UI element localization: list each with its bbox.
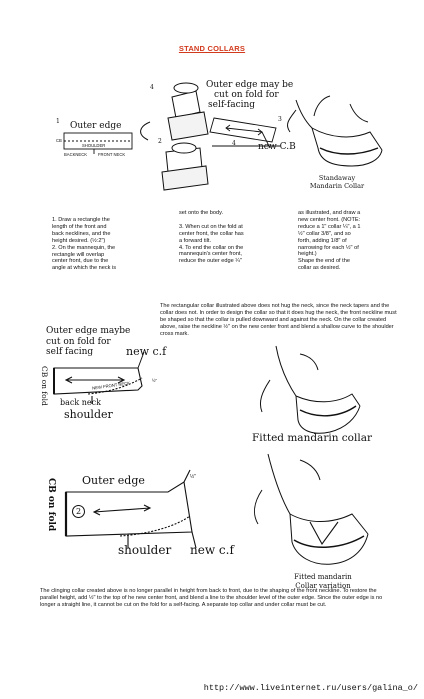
fig3-shoulder: shoulder xyxy=(118,543,172,557)
fig1-fold-note-line1: Outer edge may be xyxy=(206,80,294,90)
fig3-cb-on-fold: CB on fold xyxy=(46,478,56,532)
source-url: http://www.liveinternet.ru/users/galina_o/ xyxy=(203,683,418,693)
fig1-outer-edge: Outer edge xyxy=(70,121,122,131)
caption3-line1: Fitted mandarin xyxy=(294,573,352,581)
steps-column-1: 1. Draw a rectangle the length of the front and back necklines, and the height desired. (½:2") 2. On the mannequin, the rectangle will overlap center front, due to the angle at which the neck is xyxy=(52,217,117,272)
fig1-frontneck: FRONT NECK xyxy=(98,152,126,157)
paragraph-1: The rectangular collar illustrated above does not hug the neck, since the neck tapers and the collar does not. In order to design the collar so that it does hug the neck, the front neckline must be shaped so that the collar is pulled downward and against the neck. On the collar created above, raise the neckline ½" on the new center front and blend a shallow curve to the shoulder cross mark. xyxy=(160,303,397,337)
fig1-number-1: 1 xyxy=(56,118,60,125)
fig1-new-cb: new C.B xyxy=(258,142,296,152)
figure1-mannequins xyxy=(141,83,208,190)
page-title: STAND COLLARS xyxy=(178,44,246,53)
fig1-cb-label: CB xyxy=(56,138,62,143)
fig1-fold-note xyxy=(206,80,293,110)
fig1-fold-note-line2: cut on fold for xyxy=(214,90,279,100)
steps-column-3: as illustrated, and draw a new center front. (NOTE: reduce a 1" collar ¼", a 1 ½" collar 3/8", and so forth, adding 1/8" of narrowing for each ½" of height.) Shape the end of the collar as desired. xyxy=(298,210,361,272)
fig1-caption-line1: Standaway xyxy=(318,174,356,182)
fig2-note-line3: self facing xyxy=(46,347,94,357)
fig1-caption-line2: Mandarin Collar xyxy=(309,182,365,190)
fig2-note-line1: Outer edge maybe xyxy=(46,326,131,336)
fig2-half-inch: ½" xyxy=(152,378,157,383)
fig3-number-2: 2 xyxy=(72,505,85,518)
fig2-shoulder: shoulder xyxy=(64,408,113,421)
fig2-new-front-neck: NEW FRONT NECK xyxy=(91,380,131,391)
fig1-number-3: 3 xyxy=(278,116,282,123)
figure2-pattern xyxy=(54,352,144,404)
fig1-fold-note-line3: self-facing xyxy=(208,100,256,110)
fig3-new-cf: new c.f xyxy=(190,543,234,557)
figure1-neck-drawing xyxy=(288,96,382,166)
caption3-line2: Collar variation xyxy=(295,582,351,590)
caption-fitted-mandarin: Fitted mandarin collar xyxy=(252,432,372,444)
fig2-cb-on-fold: CB on fold xyxy=(40,366,49,406)
fig1-number-4b: 4 xyxy=(232,140,236,147)
fig1-backneck: BACKNECK xyxy=(64,152,88,157)
fig1-number-4a: 4 xyxy=(150,84,154,91)
fig1-caption xyxy=(296,174,378,190)
fig2-fold-note xyxy=(46,326,130,358)
fig1-shoulder: SHOULDER xyxy=(82,143,106,148)
fig1-number-2: 2 xyxy=(158,138,162,145)
figure3-neck-drawing xyxy=(255,454,368,564)
fig2-back-neck: back neck xyxy=(60,398,101,407)
fig3-outer-edge: Outer edge xyxy=(82,474,145,487)
steps-column-2: set onto the body. 3. When cut on the fold at center front, the collar has a forward tilt. 4. To end the collar on the mannequin's center front, reduce the outer edge ¼" xyxy=(179,210,244,265)
figure2-neck-drawing xyxy=(260,346,360,433)
paragraph-2: The clinging collar created above is no longer parallel in height from back to front, due to the shaping of the front neckline. To restore the parallel height, add ½" to the top of he new center front, and blend a line to the shoulder level of the outer edge. Since the outer edge is no longer a straight line, it cannot be cut on the fold for a self-facing. A separate top collar and under collar must be cut. xyxy=(40,588,383,608)
fig2-note-line2: cut on fold for xyxy=(46,336,111,347)
fig2-new-cf: new c.f xyxy=(126,345,167,358)
fig3-half-inch: ½" xyxy=(190,474,196,480)
